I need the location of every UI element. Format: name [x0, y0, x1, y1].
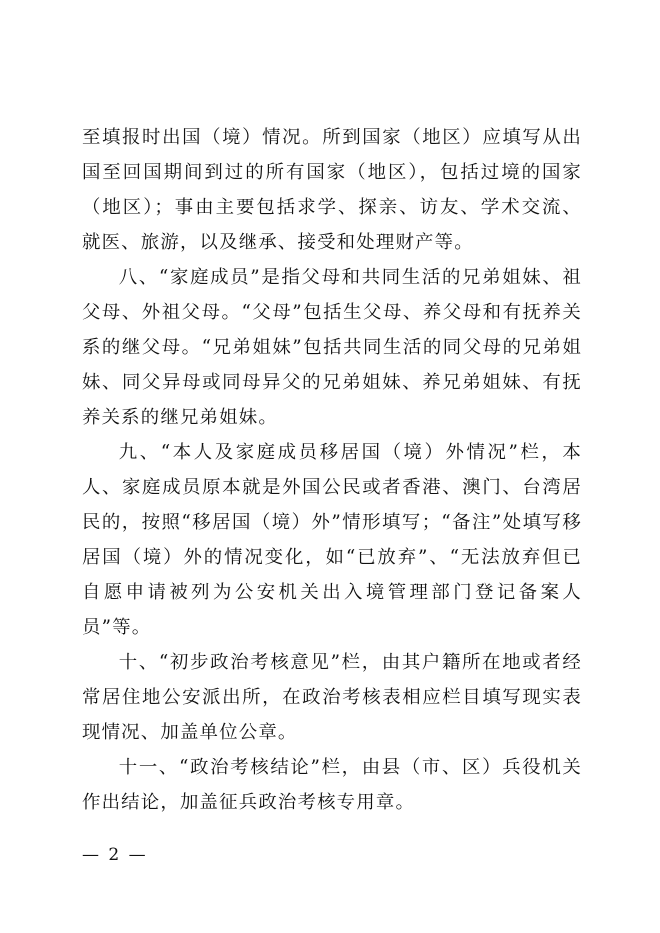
paragraph-continuation: 至填报时出国（境）情况。所到国家（地区）应填写从出国至回国期间到过的所有国家（地区），包括过境的国家（地区）；事由主要包括求学、探亲、访友、学术交流、就医、旅游，以及继承、接受和处理财产等。: [82, 127, 582, 253]
paragraph-item-9-emigration: 九、“本人及家庭成员移居国（境）外情况”栏，本人、家庭成员原本就是外国公民或者香港、澳门、台湾居民的，按照“移居国（境）外”情形填写；“备注”处填写移居国（境）外的情况变化，如“已放弃”、“无法放弃但已自愿申请被列为公安机关出入境管理部门登记备案人员”等。: [82, 442, 582, 638]
paragraph-item-11-conclusion: 十一、“政治考核结论”栏，由县（市、区）兵役机关作出结论，加盖征兵政治考核专用章。: [82, 757, 582, 813]
paragraph-item-10-preliminary-review: 十、“初步政治考核意见”栏，由其户籍所在地或者经常居住地公安派出所，在政治考核表相应栏目填写现实表现情况、加盖单位公章。: [82, 652, 582, 743]
page-number: — 2 —: [82, 845, 148, 865]
document-body: [82, 120, 582, 820]
paragraph-item-8-family-members: 八、“家庭成员”是指父母和共同生活的兄弟姐妹、祖父母、外祖父母。“父母”包括生父母、养父母和有抚养关系的继父母。“兄弟姐妹”包括共同生活的同父母的兄弟姐妹、同父异母或同母异父的兄弟姐妹、养兄弟姐妹、有抚养关系的继兄弟姐妹。: [82, 267, 582, 428]
